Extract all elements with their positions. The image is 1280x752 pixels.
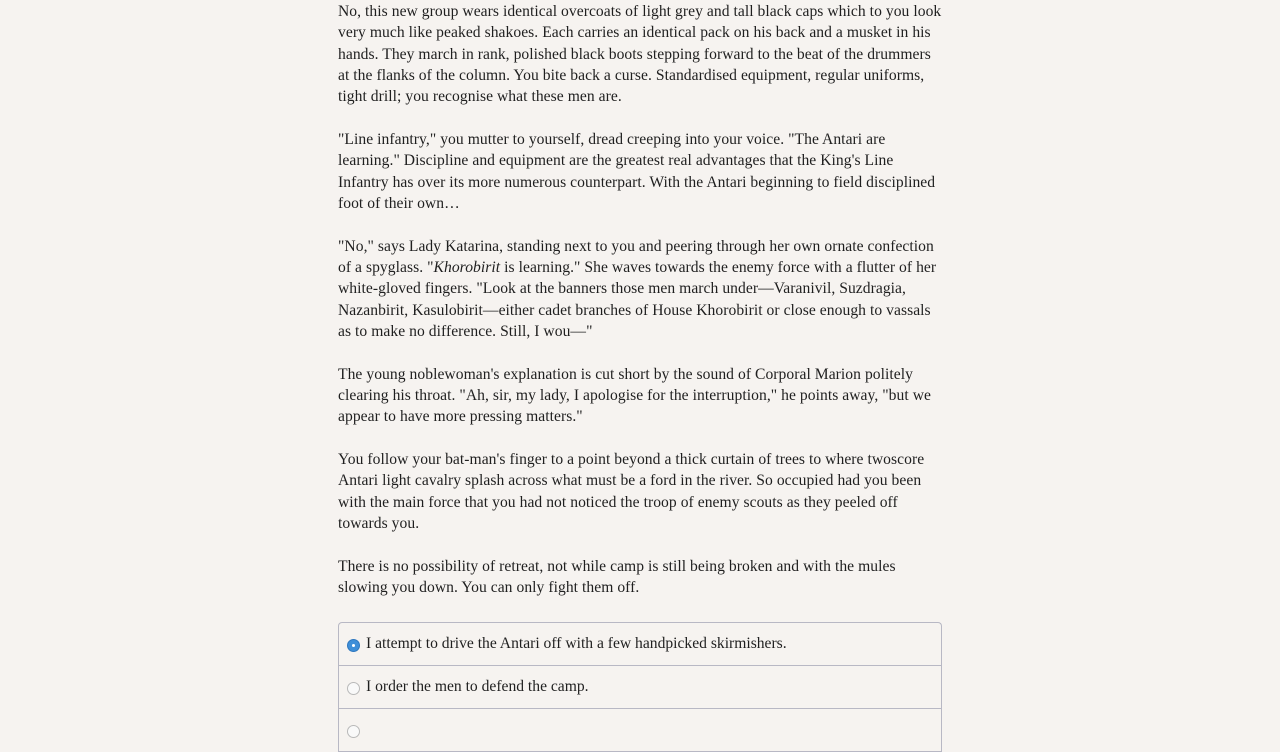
- paragraph-5: You follow your bat-man's finger to a point beyond a thick curtain of trees to where twoscore Antari light cavalry splash across what must be a ford in the river. So occupied had you been with the main force that you had not noticed the troop of enemy scouts as they peeled off towards you.: [338, 451, 925, 532]
- radio-unselected-icon[interactable]: [347, 682, 360, 695]
- choice-option-third[interactable]: [339, 709, 941, 752]
- choice-label: I order the men to defend the camp.: [366, 678, 589, 696]
- story-passage: [338, 1, 942, 598]
- paragraph-3-text-a: "No," says Lady Katarina, standing next to you and peering through her own ornate confection of a spyglass. ": [338, 237, 934, 276]
- paragraph-3-text-b: is learning." She waves towards the enemy force with a flutter of her white-gloved fingers. "Look at the banners those men march under—Varanivil, Suzdragia, Nazanbirit, Kasulobirit—either cadet branches of House Khorobirit or close enough to vassals as to make no difference. Still, I wou—": [338, 258, 937, 340]
- radio-unselected-icon[interactable]: [347, 725, 360, 738]
- paragraph-6: There is no possibility of retreat, not while camp is still being broken and with the mules slowing you down. You can only fight them off.: [338, 557, 896, 597]
- radio-selected-icon[interactable]: [347, 639, 360, 652]
- choice-option-skirmishers[interactable]: [339, 623, 941, 666]
- story-page: [338, 0, 942, 752]
- paragraph-4: The young noblewoman's explanation is cut short by the sound of Corporal Marion politely clearing his throat. "Ah, sir, my lady, I apologise for the interruption," he points away, "but we appear to have more pressing matters.": [338, 365, 931, 426]
- paragraph-3-emphasis: Khorobirit: [433, 258, 501, 276]
- paragraph-3: [338, 236, 942, 342]
- paragraph-1: No, this new group wears identical overcoats of light grey and tall black caps which to you look very much like peaked shakoes. Each carries an identical pack on his back and a musket in his hands. They march in rank, polished black boots stepping forward to the beat of the drummers at the flanks of the column. You bite back a curse. Standardised equipment, regular uniforms, tight drill; you recognise what these men are.: [338, 3, 942, 106]
- choice-label: I attempt to drive the Antari off with a few handpicked skirmishers.: [366, 635, 787, 653]
- choice-option-defend-camp[interactable]: [339, 666, 941, 709]
- paragraph-2: "Line infantry," you mutter to yourself, dread creeping into your voice. "The Antari are learning." Discipline and equipment are the greatest real advantages that the King's Line Infantry has over its more numerous counterpart. With the Antari beginning to field disciplined foot of their own…: [338, 130, 936, 212]
- choice-list: [338, 622, 942, 752]
